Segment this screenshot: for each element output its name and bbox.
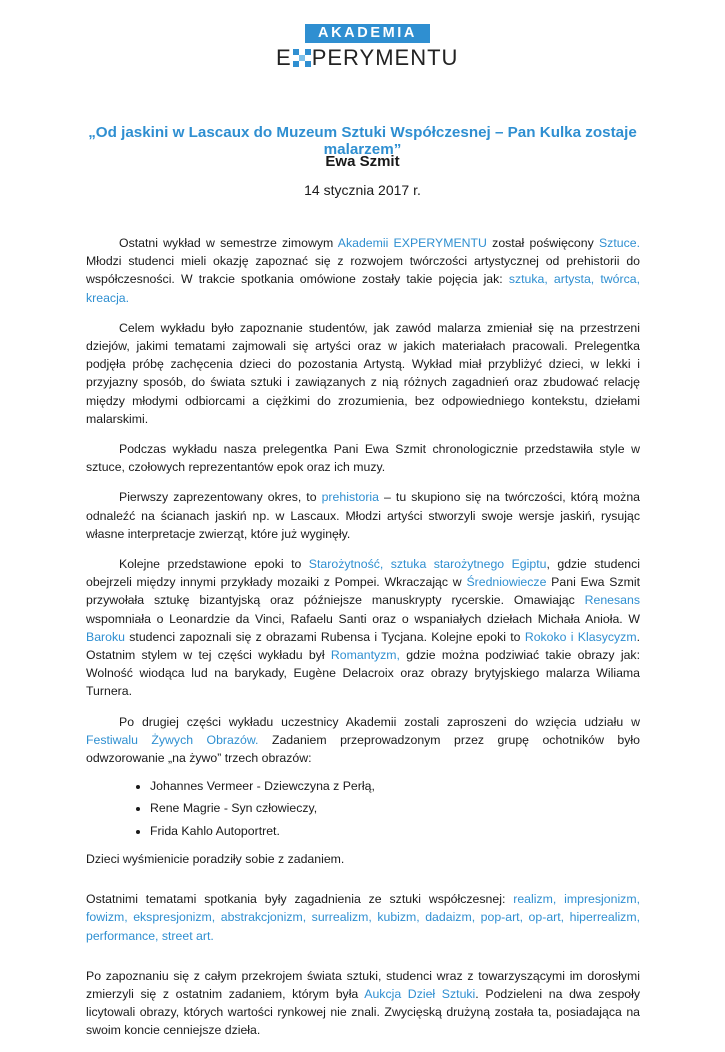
list-item: • Frida Kahlo Autoportret.	[150, 822, 640, 840]
article-body	[86, 234, 640, 1052]
logo-experymentu-text: E PERYMENTU	[276, 45, 459, 70]
highlight-sredniowiecze: Średniowiecze	[466, 575, 547, 590]
highlight-romantyzm: Romantyzm,	[330, 648, 400, 663]
highlight-aukcja: Aukcja Dzieł Sztuki	[364, 986, 476, 1001]
paragraph-9: Po zapoznaniu się z całym przekrojem świata sztuki, studenci wraz z towarzyszącymi im dorosłymi zmierzyli się z ostatnim zadaniem, którym była Aukcja Dzieł Sztuki. Podzieleni na dwa zespoły licytowali obrazy, których wartości rynkowej nie znali. Zwycięską drużyną została ta, posiadająca na swoim koncie cenniejsze dzieła.	[86, 968, 640, 1038]
author-name: Ewa Szmit	[325, 153, 400, 170]
highlight-modern-art: realizm, impresjonizm, fowizm, ekspresjonizm, abstrakcjonizm, surrealizm, kubizm, dadaizm, pop-art, op-art, hiperrealizm, performance, street art.	[86, 892, 640, 943]
paragraph-4: Pierwszy zaprezentowany okres, to prehistoria – tu skupiono się na twórczości, którą można odnaleźć na ścianach jaskiń np. w Lascaux. Młodzi artyści stworzyli swoje wersje jaskiń, rysując własne interpretacje zwierząt, które już wyginęły.	[86, 490, 640, 541]
akademia-experymentu-logo	[276, 24, 459, 74]
paragraph-7: Dzieci wyśmienicie poradziły sobie z zadaniem.	[86, 851, 345, 866]
highlight-rokoko: Rokoko i Klasycyzm	[524, 629, 637, 644]
paragraph-6: Po drugiej części wykładu uczestnicy Akademii zostali zaproszeni do wzięcia udziału w Festiwalu Żywych Obrazów. Zadaniem przeprowadzonym przez grupę ochotników było odwzorowanie „na żywo” trzech obrazów:	[86, 714, 640, 766]
highlight-sztuce: Sztuce.	[598, 236, 640, 250]
highlight-festiwal: Festiwalu Żywych Obrazów.	[86, 732, 259, 747]
page-title: „Od jaskini w Lascaux do Muzeum Sztuki Współczesnej – Pan Kulka zostaje malarzem”	[88, 124, 637, 158]
highlight-prehistoria: prehistoria	[321, 490, 380, 505]
highlight-akademia: Akademii EXPERYMENTU	[337, 236, 487, 250]
highlight-concepts: sztuka, artysta, twórca, kreacja.	[86, 272, 640, 305]
logo-x-icon	[293, 49, 311, 67]
list-item: • Rene Magrie - Syn człowieczy,	[150, 799, 640, 817]
paintings-list	[86, 777, 640, 840]
logo-akademia-text: AKADEMIA	[305, 24, 430, 43]
paragraph-1: Ostatni wykład w semestrze zimowym Akademii EXPERYMENTU został poświęcony Sztuce. Młodzi studenci mieli okazję zapoznać się z rozwojem twórczości artystycznej od prehistorii do współczesności. W trakcie spotkania omówione zostały takie pojęcia jak: sztuka, artysta, twórca, kreacja.	[86, 236, 640, 305]
paragraph-3: Podczas wykładu nasza prelegentka Pani Ewa Szmit chronologicznie przedstawiła style w sztuce, czołowych reprezentantów epok oraz ich muzy.	[86, 442, 640, 475]
paragraph-5: Kolejne przedstawione epoki to Starożytność, sztuka starożytnego Egiptu, gdzie studenci obejrzeli między innymi przykłady mozaiki z Pompei. Wkraczając w Średniowiecze Pani Ewa Szmit przywołała sztukę bizantyjską oraz późniejsze manuskrypty rycerskie. Omawiając Renesans wspomniała o Leonardzie da Vinci, Rafaelu Santi oraz o wspaniałych dziełach Michała Anioła. W Baroku studenci zapoznali się z obrazami Rubensa i Tycjana. Kolejne epoki to Rokoko i Klasycyzm. Ostatnim stylem w tej części wykładu był Romantyzm, gdzie można podziwiać takie obrazy jak: Wolność wiodąca lud na barykady, Eugène Delacroix oraz obrazy brytyjskiego malarza Wiliama Turnera.	[86, 557, 641, 699]
paragraph-8: Ostatnimi tematami spotkania były zagadnienia ze sztuki współczesnej: realizm, impresjonizm, fowizm, ekspresjonizm, abstrakcjonizm, surrealizm, kubizm, dadaizm, pop-art, op-art, hiperrealizm, performance, street art.	[86, 892, 640, 943]
list-item: • Johannes Vermeer - Dziewczyna z Perłą,	[150, 777, 640, 795]
paragraph-2: Celem wykładu było zapoznanie studentów, jak zawód malarza zmieniał się na przestrzeni dziejów, jakimi tematami zajmowali się artyści oraz w jakich materiałach pracowali. Prelegentka podjęła próbę zachęcenia dzieci do pozostania Artystą. Wykład miał przybliżyć dzieci, w lekki i przyjazny sposób, do świata sztuki i zawiązanych z nią różnych zagadnień oraz zbudować relację między młodymi odbiorcami a ciężkimi do zrozumienia, bez odpowiedniego kontekstu, dziełami malarskimi.	[86, 320, 640, 426]
highlight-barok: Baroku	[86, 629, 125, 644]
date: 14 stycznia 2017 r.	[304, 182, 421, 198]
highlight-starozytnosc: Starożytność, sztuka starożytnego Egiptu	[308, 557, 547, 572]
highlight-renesans: Renesans	[584, 593, 640, 608]
